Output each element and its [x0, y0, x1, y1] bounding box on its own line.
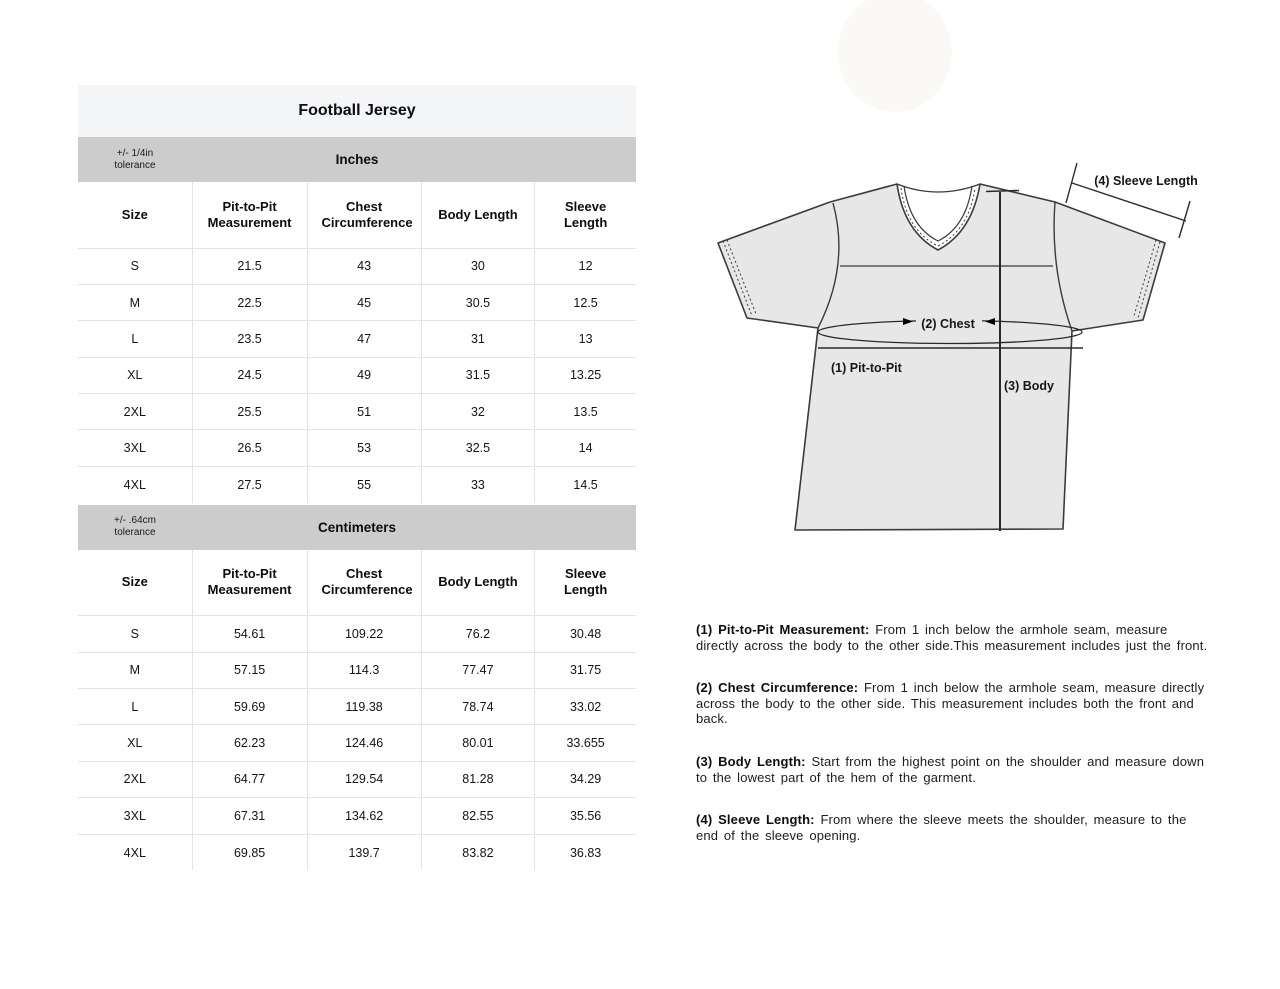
table-row	[78, 430, 636, 466]
column-header: Sleeve Length	[535, 182, 636, 248]
value-cell: 31.75	[535, 652, 636, 688]
value-cell: 109.22	[307, 616, 421, 652]
description-chest	[696, 680, 1208, 727]
size-cell: 4XL	[78, 466, 192, 502]
centimeters-unit-label: Centimeters	[317, 519, 397, 535]
sleeve-length-tick-left	[1066, 163, 1077, 203]
value-cell: 53	[307, 430, 421, 466]
description-pit-to-pit	[696, 622, 1208, 653]
value-cell: 124.46	[307, 725, 421, 761]
value-cell: 77.47	[421, 652, 535, 688]
value-cell: 27.5	[192, 466, 307, 502]
value-cell: 23.5	[192, 321, 307, 357]
size-cell: XL	[78, 357, 192, 393]
table-row	[78, 798, 636, 834]
value-cell: 35.56	[535, 798, 636, 834]
value-cell: 55	[307, 466, 421, 502]
chart-title: Football Jersey	[78, 85, 636, 137]
value-cell: 36.83	[535, 834, 636, 870]
value-cell: 34.29	[535, 761, 636, 797]
value-cell: 24.5	[192, 357, 307, 393]
description-text: From 1 inch below the armhole seam, measure directly across the body to the other side.This measurement includes just the front.	[696, 622, 1208, 653]
size-cell: L	[78, 689, 192, 725]
inches-measurement-table	[78, 182, 636, 503]
centimeters-measurement-table	[78, 550, 636, 871]
table-row	[78, 394, 636, 430]
value-cell: 83.82	[421, 834, 535, 870]
column-header: Chest Circumference	[307, 182, 421, 248]
column-header: Body Length	[421, 182, 535, 248]
table-row	[78, 689, 636, 725]
value-cell: 31.5	[421, 357, 535, 393]
size-cell: 2XL	[78, 761, 192, 797]
description-heading: (4) Sleeve Length:	[696, 812, 815, 828]
table-row	[78, 616, 636, 652]
value-cell: 81.28	[421, 761, 535, 797]
column-header: Pit-to-Pit Measurement	[192, 550, 307, 616]
table-row	[78, 284, 636, 320]
description-heading: (2) Chest Circumference:	[696, 680, 859, 696]
size-cell: S	[78, 248, 192, 284]
value-cell: 33.655	[535, 725, 636, 761]
value-cell: 76.2	[421, 616, 535, 652]
size-cell: 3XL	[78, 430, 192, 466]
value-cell: 45	[307, 284, 421, 320]
table-row	[78, 761, 636, 797]
value-cell: 12.5	[535, 284, 636, 320]
inches-unit-band	[78, 137, 636, 182]
value-cell: 54.61	[192, 616, 307, 652]
centimeters-section	[78, 505, 636, 871]
value-cell: 26.5	[192, 430, 307, 466]
size-chart-panel	[78, 85, 636, 870]
value-cell: 82.55	[421, 798, 535, 834]
body-length-top-tick	[986, 191, 1019, 192]
value-cell: 62.23	[192, 725, 307, 761]
table-row	[78, 466, 636, 502]
size-cell: 3XL	[78, 798, 192, 834]
description-text: Start from the highest point on the shoulder and measure down to the lowest part of the hem of the garment.	[696, 753, 1205, 785]
pit-to-pit-label: (1) Pit-to-Pit	[831, 361, 902, 375]
size-cell: M	[78, 652, 192, 688]
tolerance-line-2: tolerance	[114, 527, 156, 539]
value-cell: 78.74	[421, 689, 535, 725]
description-sleeve-length	[696, 812, 1208, 843]
jersey-outline	[718, 184, 1165, 530]
column-header: Body Length	[421, 550, 535, 616]
value-cell: 31	[421, 321, 535, 357]
value-cell: 64.77	[192, 761, 307, 797]
value-cell: 139.7	[307, 834, 421, 870]
jersey-measurement-diagram	[650, 130, 1230, 575]
sleeve-length-label: (4) Sleeve Length	[1094, 174, 1198, 188]
column-header: Size	[78, 550, 192, 616]
tolerance-line-1: +/- .64cm	[114, 515, 156, 527]
table-row	[78, 248, 636, 284]
tolerance-line-2: tolerance	[114, 159, 156, 171]
faint-watermark-circle	[838, 0, 952, 112]
value-cell: 33.02	[535, 689, 636, 725]
column-header: Size	[78, 182, 192, 248]
table-row	[78, 357, 636, 393]
value-cell: 43	[307, 248, 421, 284]
body-label: (3) Body	[1004, 379, 1054, 393]
inches-section	[78, 137, 636, 503]
value-cell: 119.38	[307, 689, 421, 725]
chest-label: (2) Chest	[921, 317, 975, 331]
column-header: Chest Circumference	[307, 550, 421, 616]
description-heading: (3) Body Length:	[696, 753, 806, 769]
size-cell: 2XL	[78, 394, 192, 430]
value-cell: 30.5	[421, 284, 535, 320]
value-cell: 25.5	[192, 394, 307, 430]
value-cell: 33	[421, 466, 535, 502]
measurement-descriptions	[696, 622, 1208, 870]
value-cell: 134.62	[307, 798, 421, 834]
value-cell: 57.15	[192, 652, 307, 688]
value-cell: 114.3	[307, 652, 421, 688]
description-body-length	[696, 754, 1208, 785]
value-cell: 13.5	[535, 394, 636, 430]
value-cell: 30	[421, 248, 535, 284]
table-row	[78, 321, 636, 357]
value-cell: 32	[421, 394, 535, 430]
value-cell: 67.31	[192, 798, 307, 834]
description-text: From 1 inch below the armhole seam, measure directly across the body to the other side. This measurement includes both the front and back.	[696, 680, 1205, 727]
size-cell: S	[78, 616, 192, 652]
value-cell: 51	[307, 394, 421, 430]
tolerance-line-1: +/- 1/4in	[116, 147, 154, 159]
description-text: From where the sleeve meets the shoulder, measure to the end of the sleeve opening.	[696, 812, 1187, 843]
value-cell: 30.48	[535, 616, 636, 652]
value-cell: 12	[535, 248, 636, 284]
inches-unit-label: Inches	[335, 152, 379, 167]
size-cell: L	[78, 321, 192, 357]
value-cell: 80.01	[421, 725, 535, 761]
value-cell: 22.5	[192, 284, 307, 320]
value-cell: 13	[535, 321, 636, 357]
description-heading: (1) Pit-to-Pit Measurement:	[696, 622, 870, 637]
header-row	[78, 550, 636, 616]
collar-back-curve	[897, 184, 980, 192]
table-row	[78, 652, 636, 688]
value-cell: 14.5	[535, 466, 636, 502]
table-row	[78, 834, 636, 870]
header-row	[78, 182, 636, 248]
centimeters-unit-band	[78, 505, 636, 550]
value-cell: 14	[535, 430, 636, 466]
size-cell: XL	[78, 725, 192, 761]
value-cell: 49	[307, 357, 421, 393]
size-cell: M	[78, 284, 192, 320]
size-cell: 4XL	[78, 834, 192, 870]
table-row	[78, 725, 636, 761]
value-cell: 59.69	[192, 689, 307, 725]
value-cell: 21.5	[192, 248, 307, 284]
value-cell: 32.5	[421, 430, 535, 466]
value-cell: 129.54	[307, 761, 421, 797]
value-cell: 13.25	[535, 357, 636, 393]
value-cell: 69.85	[192, 834, 307, 870]
value-cell: 47	[307, 321, 421, 357]
column-header: Pit-to-Pit Measurement	[192, 182, 307, 248]
column-header: Sleeve Length	[535, 550, 636, 616]
